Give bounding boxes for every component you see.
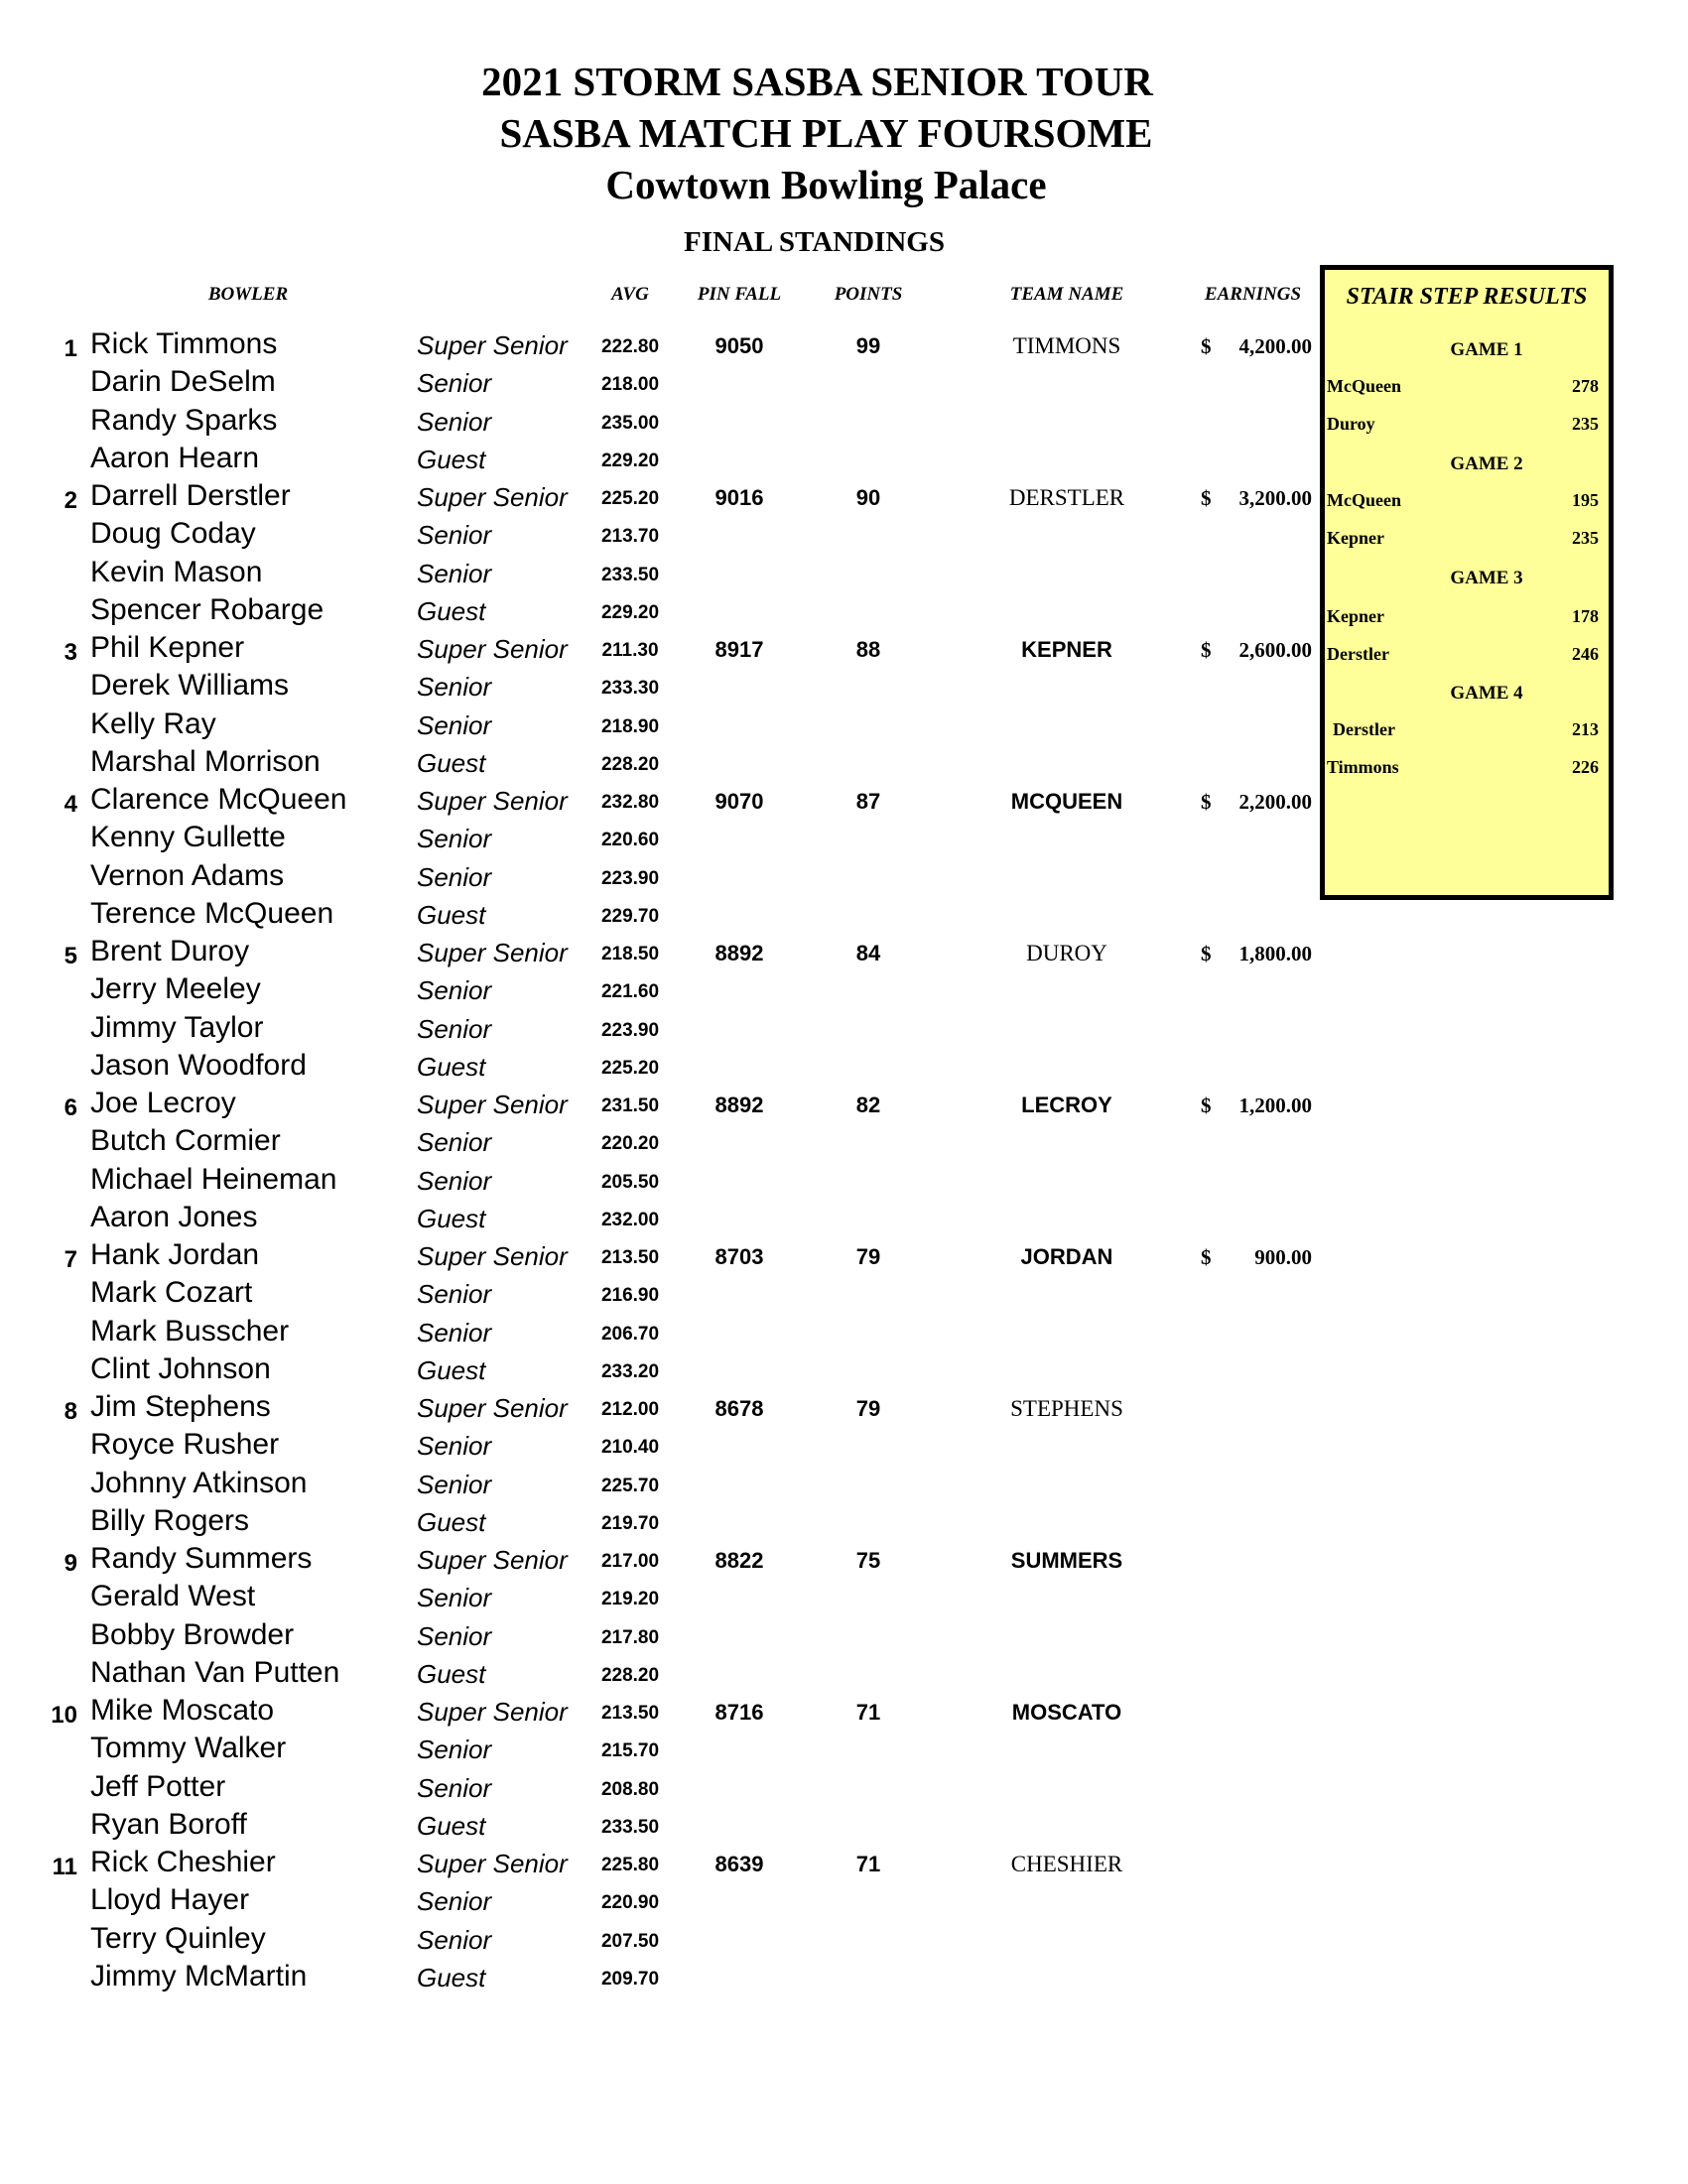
rank: 9: [64, 1550, 77, 1577]
game-header: GAME 2: [1450, 453, 1523, 474]
stair-step-result: [1325, 606, 1609, 632]
bowler-name: Gerald West: [90, 1580, 256, 1613]
bowler-division: Guest: [417, 1810, 486, 1841]
bowler-division: Guest: [417, 899, 486, 930]
bowler-division: Senior: [417, 1469, 492, 1499]
team-name: MCQUEEN: [1010, 789, 1123, 814]
bowler-division: Guest: [417, 1354, 486, 1385]
table-row: [0, 1846, 1310, 1883]
stair-step-result: [1325, 414, 1609, 440]
bowler-name: Michael Heineman: [90, 1162, 337, 1196]
table-row: [0, 517, 1310, 555]
team-pin-fall: 8639: [714, 1852, 764, 1876]
bowler-division: Senior: [417, 1127, 492, 1158]
bowler-division: Super Senior: [417, 1241, 568, 1271]
col-header-pin-fall: PIN FALL: [697, 284, 782, 305]
team-name: SUMMERS: [1010, 1548, 1123, 1573]
table-row: [0, 1163, 1310, 1201]
table-row: [0, 1808, 1310, 1846]
bowler-average: 233.20: [600, 1360, 660, 1382]
rank: 7: [64, 1246, 77, 1273]
team-points: 87: [855, 789, 881, 814]
col-header-earnings: EARNINGS: [1204, 284, 1302, 305]
bowler-name: Phil Kepner: [90, 631, 245, 664]
table-row: [0, 1201, 1310, 1238]
table-row: [0, 1238, 1310, 1276]
bowler-average: 228.20: [600, 1664, 660, 1686]
bowler-average: 213.50: [600, 1247, 660, 1268]
bowler-average: 213.50: [600, 1703, 660, 1724]
team-name: STEPHENS: [1010, 1396, 1123, 1421]
bowler-name: Johnny Atkinson: [90, 1466, 308, 1499]
bowler-average: 207.50: [600, 1930, 660, 1952]
table-row: [0, 859, 1310, 897]
table-row: [0, 1960, 1310, 1997]
bowler-average: 211.30: [601, 640, 659, 661]
bowler-name: Randy Sparks: [90, 403, 278, 437]
table-row: [0, 1276, 1310, 1314]
stair-step-bowler: Timmons: [1327, 757, 1399, 777]
team-name: DUROY: [1026, 941, 1107, 965]
bowler-average: 232.80: [600, 792, 660, 813]
bowler-average: 219.70: [600, 1512, 660, 1534]
bowler-average: 208.80: [600, 1778, 660, 1800]
team-pin-fall: 9050: [714, 333, 764, 358]
currency-symbol: $: [1201, 486, 1212, 510]
bowler-name: Kenny Gullette: [90, 821, 286, 854]
team-points: 90: [855, 485, 881, 510]
bowler-average: 213.70: [600, 526, 660, 548]
bowler-name: Jimmy Taylor: [90, 1010, 264, 1044]
rank: 10: [51, 1702, 77, 1729]
bowler-name: Jeff Potter: [90, 1769, 226, 1803]
bowler-division: Senior: [417, 1431, 492, 1462]
bowler-name: Rick Timmons: [90, 327, 278, 360]
bowler-average: 210.40: [600, 1437, 660, 1459]
bowler-average: 235.00: [600, 412, 660, 434]
bowler-average: 233.30: [600, 678, 660, 700]
table-row: [0, 1542, 1310, 1580]
stair-step-result: [1325, 719, 1609, 745]
team-name: DERSTLER: [1008, 485, 1125, 510]
table-row: [0, 1656, 1310, 1694]
currency-symbol: $: [1201, 1093, 1212, 1117]
bowler-name: Kevin Mason: [90, 555, 263, 588]
stair-step-result: [1325, 644, 1609, 670]
bowler-average: 216.90: [600, 1285, 660, 1307]
bowler-name: Mark Busscher: [90, 1314, 290, 1348]
bowler-name: Hank Jordan: [90, 1238, 260, 1271]
bowler-average: 219.20: [600, 1589, 660, 1610]
bowler-name: Aaron Jones: [90, 1200, 258, 1233]
earnings-amount: 1,800.00: [1238, 942, 1312, 965]
bowler-average: 220.60: [600, 830, 660, 851]
bowler-division: Senior: [417, 709, 492, 740]
team-pin-fall: 8716: [714, 1700, 764, 1725]
table-row: [0, 707, 1310, 745]
bowler-average: 205.50: [600, 1171, 660, 1193]
team-name: CHESHIER: [1010, 1852, 1123, 1876]
bowler-name: Randy Summers: [90, 1542, 313, 1575]
title-line-1: 2021 STORM SASBA SENIOR TOUR: [481, 59, 1153, 104]
bowler-division: Guest: [417, 1506, 486, 1537]
table-row: [0, 593, 1310, 631]
team-points: 71: [855, 1700, 881, 1725]
bowler-average: 223.90: [600, 1019, 660, 1041]
stair-step-result: [1325, 528, 1609, 554]
table-row: [0, 1922, 1310, 1960]
stair-step-bowler: Derstler: [1333, 719, 1395, 739]
stair-step-score: 235: [1572, 414, 1599, 434]
bowler-average: 223.90: [600, 867, 660, 889]
bowler-division: Super Senior: [417, 938, 568, 967]
col-header-team-name: TEAM NAME: [1009, 284, 1124, 305]
title-line-3: Cowtown Bowling Palace: [605, 162, 1047, 207]
bowler-name: Butch Cormier: [90, 1124, 281, 1158]
team-name: KEPNER: [1021, 637, 1112, 662]
bowler-name: Aaron Hearn: [90, 441, 260, 474]
stair-step-bowler: Duroy: [1327, 414, 1375, 434]
bowler-division: Guest: [417, 1203, 486, 1233]
rank: 2: [64, 487, 77, 514]
bowler-division: Super Senior: [417, 1090, 568, 1119]
bowler-average: 221.60: [600, 981, 660, 1003]
table-row: [0, 821, 1310, 858]
bowler-average: 218.00: [600, 374, 660, 396]
bowler-name: Jim Stephens: [90, 1390, 271, 1423]
table-row: [0, 1315, 1310, 1352]
table-row: [0, 1694, 1310, 1732]
bowler-division: Guest: [417, 1051, 486, 1082]
bowler-name: Doug Coday: [90, 517, 256, 551]
table-row: [0, 365, 1310, 403]
bowler-name: Brent Duroy: [90, 935, 250, 967]
stair-step-score: 178: [1572, 606, 1599, 626]
bowler-average: 232.00: [600, 1209, 660, 1230]
table-row: [0, 1732, 1310, 1769]
stair-step-result: [1325, 757, 1609, 783]
table-row: [0, 404, 1310, 442]
rank: 3: [64, 639, 77, 666]
bowler-name: Royce Rusher: [90, 1428, 280, 1462]
earnings-amount: 900.00: [1254, 1245, 1312, 1269]
bowler-name: Vernon Adams: [90, 858, 285, 892]
team-points: 79: [855, 1244, 881, 1269]
table-row: [0, 897, 1310, 935]
earnings-amount: 4,200.00: [1238, 334, 1312, 358]
stair-step-bowler: McQueen: [1327, 376, 1401, 396]
team-pin-fall: 8678: [714, 1396, 764, 1421]
bowler-average: 229.70: [600, 905, 660, 927]
team-pin-fall: 8703: [714, 1244, 764, 1269]
bowler-average: 233.50: [600, 1816, 660, 1838]
bowler-division: Senior: [417, 520, 492, 551]
bowler-division: Guest: [417, 747, 486, 778]
bowler-average: 218.50: [600, 944, 660, 964]
bowler-name: Tommy Walker: [90, 1732, 287, 1765]
stair-step-score: 278: [1572, 376, 1599, 396]
stair-step-result: [1325, 376, 1609, 402]
currency-symbol: $: [1201, 638, 1212, 662]
table-row: [0, 935, 1310, 972]
subtitle-final-standings: FINAL STANDINGS: [684, 226, 945, 258]
bowler-name: Bobby Browder: [90, 1617, 295, 1651]
bowler-name: Mike Moscato: [90, 1694, 275, 1727]
bowler-average: 228.20: [600, 753, 660, 775]
bowler-average: 215.70: [600, 1740, 660, 1762]
table-row: [0, 1049, 1310, 1087]
table-row: [0, 1618, 1310, 1656]
bowler-name: Jimmy McMartin: [90, 1959, 308, 1992]
table-row: [0, 1467, 1310, 1504]
currency-symbol: $: [1201, 1245, 1212, 1269]
bowler-name: Terence McQueen: [90, 896, 334, 930]
team-pin-fall: 9016: [714, 485, 764, 510]
team-points: 84: [855, 941, 881, 965]
bowler-name: Spencer Robarge: [90, 592, 325, 626]
table-row: [0, 745, 1310, 783]
bowler-division: Senior: [417, 1279, 492, 1310]
game-header: GAME 4: [1450, 683, 1523, 704]
rank: 11: [52, 1854, 77, 1880]
bowler-division: Senior: [417, 1924, 492, 1955]
bowler-name: Lloyd Hayer: [90, 1883, 250, 1917]
table-row: [0, 1011, 1310, 1049]
bowler-division: Senior: [417, 861, 492, 892]
bowler-name: Derek Williams: [90, 669, 290, 703]
rank: 6: [64, 1094, 77, 1121]
team-pin-fall: 8917: [714, 637, 764, 662]
bowler-division: Senior: [417, 824, 492, 854]
team-pin-fall: 8892: [714, 941, 764, 965]
rank: 1: [64, 335, 77, 362]
table-row: [0, 1580, 1310, 1617]
bowler-division: Senior: [417, 975, 492, 1006]
stair-step-score: 235: [1572, 528, 1599, 548]
stair-step-score: 226: [1572, 757, 1599, 777]
team-name: MOSCATO: [1011, 1700, 1122, 1725]
bowler-name: Jason Woodford: [90, 1048, 307, 1082]
table-row: [0, 1087, 1310, 1124]
bowler-division: Super Senior: [417, 634, 568, 664]
bowler-name: Mark Cozart: [90, 1276, 253, 1310]
currency-symbol: $: [1201, 790, 1212, 814]
table-row: [0, 631, 1310, 669]
table-row: [0, 1770, 1310, 1808]
rank: 5: [64, 943, 77, 969]
team-name: TIMMONS: [1012, 333, 1121, 358]
bowler-division: Senior: [417, 1620, 492, 1651]
bowler-name: Kelly Ray: [90, 707, 216, 740]
team-pin-fall: 9070: [714, 789, 764, 814]
bowler-name: Rick Cheshier: [90, 1846, 276, 1878]
bowler-average: 225.70: [600, 1475, 660, 1496]
stair-step-bowler: Kepner: [1327, 528, 1384, 548]
stair-step-title: STAIR STEP RESULTS: [1346, 284, 1588, 310]
bowler-average: 206.70: [600, 1323, 660, 1345]
table-row: [0, 1124, 1310, 1162]
bowler-name: Joe Lecroy: [90, 1087, 236, 1119]
bowler-average: 225.20: [600, 1057, 660, 1079]
title-line-2: SASBA MATCH PLAY FOURSOME: [499, 110, 1153, 156]
game-header: GAME 3: [1450, 568, 1523, 588]
bowler-name: Marshal Morrison: [90, 744, 321, 778]
bowler-average: 229.20: [600, 450, 660, 471]
stair-step-bowler: Derstler: [1327, 644, 1389, 664]
bowler-name: Jerry Meeley: [90, 972, 261, 1006]
stair-step-result: [1325, 490, 1609, 516]
bowler-name: Billy Rogers: [90, 1503, 250, 1537]
table-row: [0, 1428, 1310, 1466]
bowler-division: Guest: [417, 1658, 486, 1689]
bowler-average: 229.20: [600, 601, 660, 623]
bowler-average: 220.90: [600, 1892, 660, 1914]
bowler-division: Super Senior: [417, 1545, 568, 1575]
bowler-name: Clarence McQueen: [90, 783, 347, 816]
team-points: 79: [855, 1396, 881, 1421]
team-points: 82: [855, 1092, 881, 1117]
rank: 8: [64, 1398, 77, 1425]
bowler-division: Senior: [417, 1013, 492, 1044]
bowler-average: 217.00: [600, 1551, 660, 1572]
bowler-division: Senior: [417, 1886, 492, 1917]
bowler-name: Nathan Van Putten: [90, 1655, 340, 1689]
table-row: [0, 783, 1310, 821]
bowler-name: Ryan Boroff: [90, 1807, 247, 1841]
bowler-division: Senior: [417, 1165, 492, 1196]
earnings-amount: 1,200.00: [1238, 1093, 1312, 1117]
table-row: [0, 479, 1310, 517]
team-pin-fall: 8822: [714, 1548, 764, 1573]
bowler-division: Senior: [417, 1734, 492, 1765]
table-row: [0, 1390, 1310, 1428]
bowler-division: Super Senior: [417, 1393, 568, 1423]
bowler-name: Terry Quinley: [90, 1921, 266, 1955]
table-row: [0, 972, 1310, 1010]
bowler-division: Super Senior: [417, 330, 568, 360]
team-points: 99: [855, 333, 881, 358]
bowler-average: 220.20: [600, 1133, 660, 1155]
table-row: [0, 1883, 1310, 1921]
bowler-average: 225.20: [600, 488, 660, 509]
bowler-average: 233.50: [600, 564, 660, 585]
bowler-division: Super Senior: [417, 1697, 568, 1727]
table-row: [0, 1504, 1310, 1542]
bowler-division: Senior: [417, 1772, 492, 1803]
bowler-division: Super Senior: [417, 1849, 568, 1878]
bowler-division: Guest: [417, 1962, 486, 1992]
bowler-average: 212.00: [600, 1399, 660, 1420]
team-points: 71: [855, 1852, 881, 1876]
team-pin-fall: 8892: [714, 1092, 764, 1117]
game-header: GAME 1: [1450, 339, 1523, 360]
bowler-average: 218.90: [600, 715, 660, 737]
table-row: [0, 669, 1310, 707]
table-row: [0, 327, 1310, 365]
bowler-division: Super Senior: [417, 482, 568, 512]
stair-step-bowler: Kepner: [1327, 606, 1384, 626]
bowler-division: Senior: [417, 406, 492, 437]
bowler-division: Guest: [417, 595, 486, 626]
col-header-bowler: BOWLER: [207, 284, 289, 305]
bowler-division: Senior: [417, 1317, 492, 1348]
bowler-average: 231.50: [600, 1095, 660, 1116]
earnings-amount: 2,200.00: [1238, 790, 1312, 814]
bowler-name: Clint Johnson: [90, 1351, 271, 1385]
bowler-division: Senior: [417, 672, 492, 703]
bowler-average: 217.80: [600, 1626, 660, 1648]
rank: 4: [64, 791, 77, 818]
stair-step-score: 195: [1572, 490, 1599, 510]
bowler-average: 222.80: [600, 336, 660, 357]
bowler-division: Senior: [417, 1583, 492, 1613]
currency-symbol: $: [1201, 334, 1212, 358]
team-points: 88: [855, 637, 881, 662]
bowler-average: 225.80: [600, 1855, 660, 1875]
stair-step-results-box: [1320, 265, 1614, 900]
team-name: LECROY: [1021, 1092, 1112, 1117]
bowler-name: Darrell Derstler: [90, 479, 291, 512]
earnings-amount: 2,600.00: [1238, 638, 1312, 662]
bowler-name: Darin DeSelm: [90, 365, 276, 399]
stair-step-score: 246: [1572, 644, 1599, 664]
bowler-division: Guest: [417, 444, 486, 474]
bowler-division: Senior: [417, 368, 492, 399]
table-row: [0, 1352, 1310, 1390]
currency-symbol: $: [1201, 942, 1212, 965]
bowler-division: Senior: [417, 558, 492, 588]
table-row: [0, 556, 1310, 593]
bowler-average: 209.70: [600, 1968, 660, 1990]
col-header-avg: AVG: [611, 284, 649, 305]
team-name: JORDAN: [1020, 1244, 1113, 1269]
stair-step-score: 213: [1572, 719, 1599, 739]
table-row: [0, 442, 1310, 479]
team-points: 75: [855, 1548, 881, 1573]
bowler-division: Super Senior: [417, 786, 568, 816]
earnings-amount: 3,200.00: [1238, 486, 1312, 510]
stair-step-bowler: McQueen: [1327, 490, 1401, 510]
col-header-points: POINTS: [834, 284, 903, 305]
